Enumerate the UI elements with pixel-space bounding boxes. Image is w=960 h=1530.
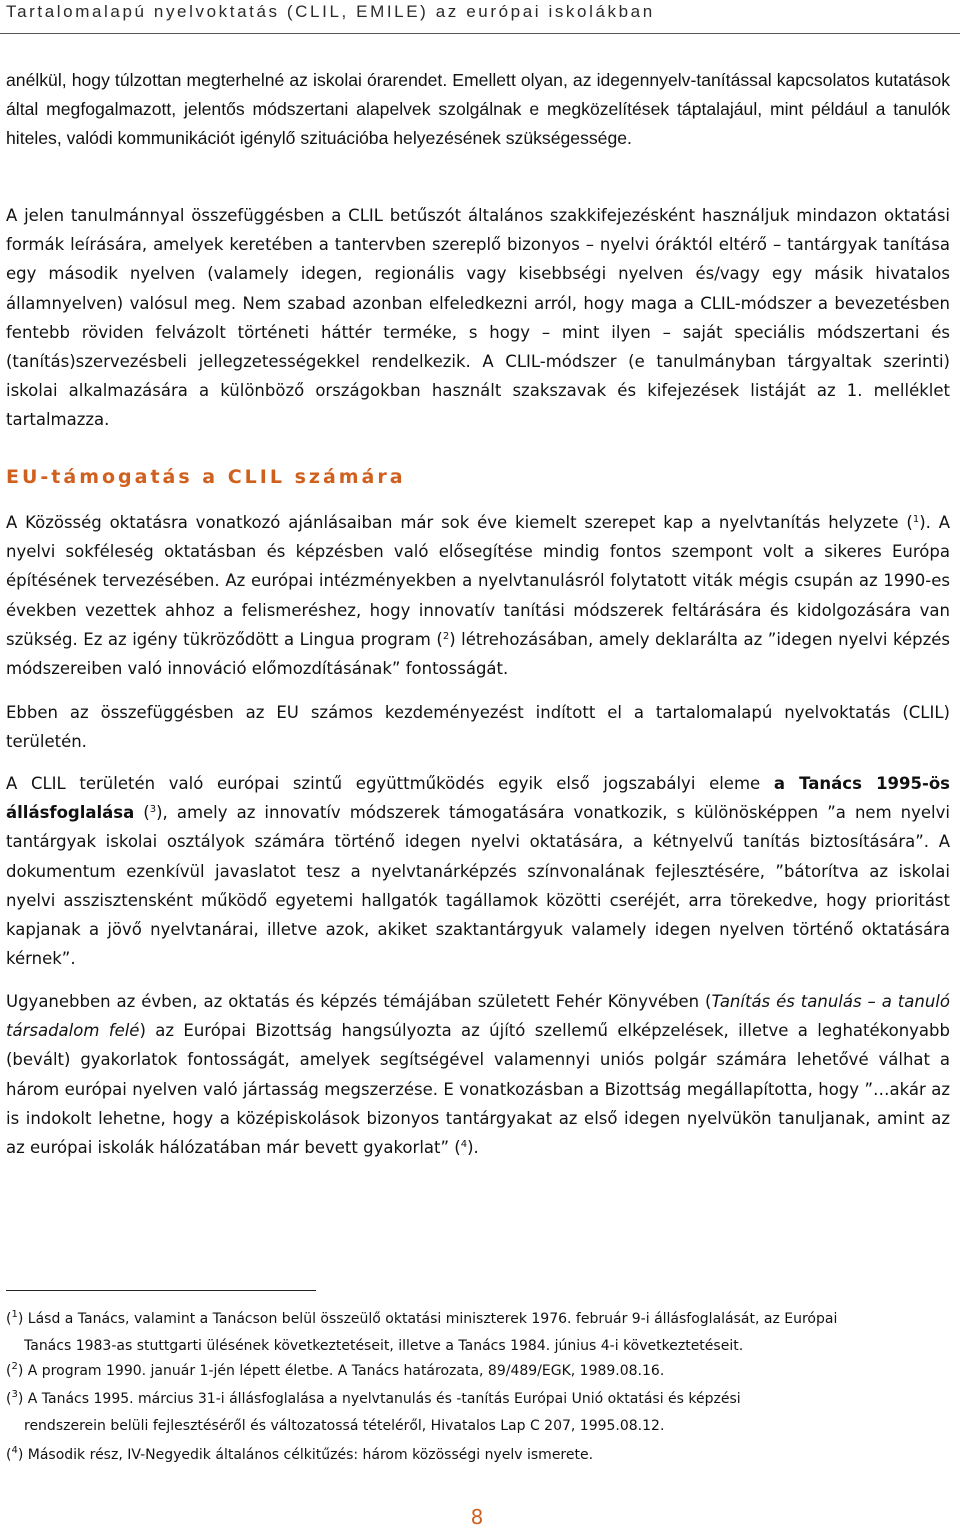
text-span: A Közösség oktatásra vonatkozó ajánlásaiban már sok éve kiemelt szerepet kap a nyelvtanítás helyzete ( xyxy=(6,513,913,532)
footnote-4: ($^4$) Második rész, IV-Negyedik általános célkitűzés: három közösségi nyelv ismerete. xyxy=(6,1445,594,1463)
footnote-text: rendszerein belüli fejlesztéséről és változatossá tételéről, Hivatalos Lap C 207, 1995.08.12. xyxy=(24,1418,665,1434)
footnote-ref-3: 3 xyxy=(149,804,157,816)
section-title: EU-támogatás a CLIL számára xyxy=(6,466,406,488)
text-span: ) az Európai Bizottság hangsúlyozta az újító szellemű elképzelések, illetve a leghatékonyabb (bevált) gyakorlatok fontosságát, amelyek segítségével valamennyi uniós polgár számára lehetővé válhat a három európai nyelven való jártasság megszerzése. E vonatkozásban a Bizottság megállapította, hogy ”…akár az is indokolt lehetne, hogy a középiskolások bizonyos tantárgyakat az első idegen nyelvükön tanuljanak, amint az az európai iskolák hálózatában már bevett gyakorlat” ( xyxy=(6,1021,950,1158)
footnote-marker: 2 xyxy=(11,1361,18,1372)
footnote-marker: 3 xyxy=(11,1389,18,1400)
text-span: ) létrehozásában, amely deklarálta az ”idegen nyelvi képzés módszereiben való innováció előmozdításának” fontosságát. xyxy=(6,629,950,679)
italic-title: Tanítás és tanulás – a tanuló társadalom felé xyxy=(6,992,950,1041)
text-span: ). xyxy=(467,1138,479,1158)
text-span: ( xyxy=(134,803,150,823)
page-number: 8 xyxy=(470,1505,484,1529)
footnote-text: Lásd a Tanács, valamint a Tanácson belül összeülő oktatási miniszterek 1976. február 9-i állásfoglalását, az Európai xyxy=(27,1311,838,1327)
footnote-3: ($^3$) A Tanács 1995. március 31-i állásfoglalása a nyelvtanulás és -tanítás Európai Unió oktatási és képzési rendszerein belüli fejlesztéséről és változatossá tételéről, Hivatalos Lap C 207, 1995.08.12. xyxy=(6,1386,954,1440)
footnote-ref-2: 2 xyxy=(442,630,450,642)
paragraph-intro-continuation: anélkül, hogy túlzottan megterhelné az iskolai órarendet. Emellett olyan, az idegennyelv-tanítással kapcsolatos kutatások által megfogalmazott, jelentős módszertani alapelvek szolgálnak e megközelítések táptalajául, mint például a tanulók hiteles, valódi kommunikációt igénylő szituációba helyezésének szükségessége. xyxy=(6,70,950,149)
footnote-2: ($^2$) A program 1990. január 1-jén lépett életbe. A Tanács határozata, 89/489/EGK, 1989.08.16. xyxy=(6,1361,665,1379)
footnote-marker: 4 xyxy=(11,1445,18,1456)
footnote-marker: 1 xyxy=(11,1309,18,1320)
footnote-1: ($^1$) Lásd a Tanács, valamint a Tanácson belül összeülő oktatási miniszterek 1976. február 9-i állásfoglalását, az Európai Tanács 1983-as stuttgarti ülésének következtetéseit, illetve a Tanács 1984. június 4-i következtetéseit. xyxy=(6,1306,954,1360)
text-span: A CLIL területén való európai szintű együttműködés egyik első jogszabályi eleme xyxy=(6,774,774,793)
footnote-rule xyxy=(6,1290,316,1291)
footnote-text: Második rész, IV-Negyedik általános célkitűzés: három közösségi nyelv ismerete. xyxy=(27,1447,594,1463)
footnote-text: A Tanács 1995. március 31-i állásfoglalása a nyelvtanulás és -tanítás Európai Unió oktatási és képzési xyxy=(27,1391,741,1407)
footnote-text: A program 1990. január 1-jén lépett életbe. A Tanács határozata, 89/489/EGK, 1989.08.16. xyxy=(27,1363,665,1379)
paragraph-white-paper xyxy=(6,987,950,1162)
text-span: Ugyanebben az évben, az oktatás és képzés témájában született Fehér Könyvében ( xyxy=(6,992,712,1011)
footnote-ref-1: 1 xyxy=(912,514,920,525)
paragraph-clil-definition: A jelen tanulmánnyal összefüggésben a CLIL betűszót általános szakkifejezésként használjuk mindazon oktatási formák leírására, amelyek keretében a tantervben szereplő bizonyos – nyelvi óráktól eltérő – tantárgyak tanítása egy második nyelven (valamely idegen, regionális vagy kisebbségi nyelven és/vagy egy másik hivatalos államnyelven) valósul meg. Nem szabad azonban elfeledkezni arról, hogy maga a CLIL-módszer a bevezetésben fentebb röviden felvázolt történeti háttér terméke, s hogy – mint ilyen – saját speciális módszertani és (tanítás)szervezésbeli jellegzetességekkel rendelkezik. A CLIL-módszer (e tanulmányban tárgyaltak szerinti) iskolai alkalmazására a különböző országokban használt szakszavak és kifejezések listáját az 1. melléklet tartalmazza. xyxy=(6,206,950,430)
footnote-text: Tanács 1983-as stuttgarti ülésének következtetéseit, illetve a Tanács 1984. június 4-i következtetéseit. xyxy=(24,1338,744,1354)
running-header: Tartalomalapú nyelvoktatás (CLIL, EMILE) az európai iskolákban xyxy=(6,2,655,21)
text-span: ). A nyelvi sokféleség oktatásban és képzésben való elősegítése mindig fontos szempont volt a sikeres Európa építésének tervezésében. Az európai intézményekben a nyelvtanulásról folytatott viták mégis csupán az 1990-es években vezettek ahhoz a felismeréshez, hogy innovatív tanítási módszerek feltárására és kidolgozására van szükség. Ez az igény tükröződött a Lingua program ( xyxy=(6,513,950,649)
bold-text: a Tanács 1995-ös állásfoglalása xyxy=(6,774,950,823)
footnote-ref-4: 4 xyxy=(460,1139,468,1151)
paragraph-council-1995 xyxy=(6,769,950,973)
paragraph-eu-support xyxy=(6,508,950,683)
text-span: ), amely az innovatív módszerek támogatására vonatkozik, s különösképpen ”a nem nyelvi tantárgyak iskolai osztályok számára történő idegen nyelvi oktatására, a kétnyelvű tanítás biztosítására”. A dokumentum ezenkívül javaslatot tesz a nyelvtanárképzés színvonalának fejlesztésére, ”bátorítva az iskolai nyelvi asszisztensként működő egyetemi hallgatók tagállamok közötti cseréjét, arra törekedve, hogy prioritást kapjanak a jövő nyelvtanárai, illetve azok, akiket szaktantárgyuk valamely idegen nyelven történő oktatására kérnek”. xyxy=(6,803,950,969)
header-rule xyxy=(0,33,960,34)
paragraph-eu-initiatives: Ebben az összefüggésben az EU számos kezdeményezést indított el a tartalomalapú nyelvoktatás (CLIL) területén. xyxy=(6,703,950,752)
